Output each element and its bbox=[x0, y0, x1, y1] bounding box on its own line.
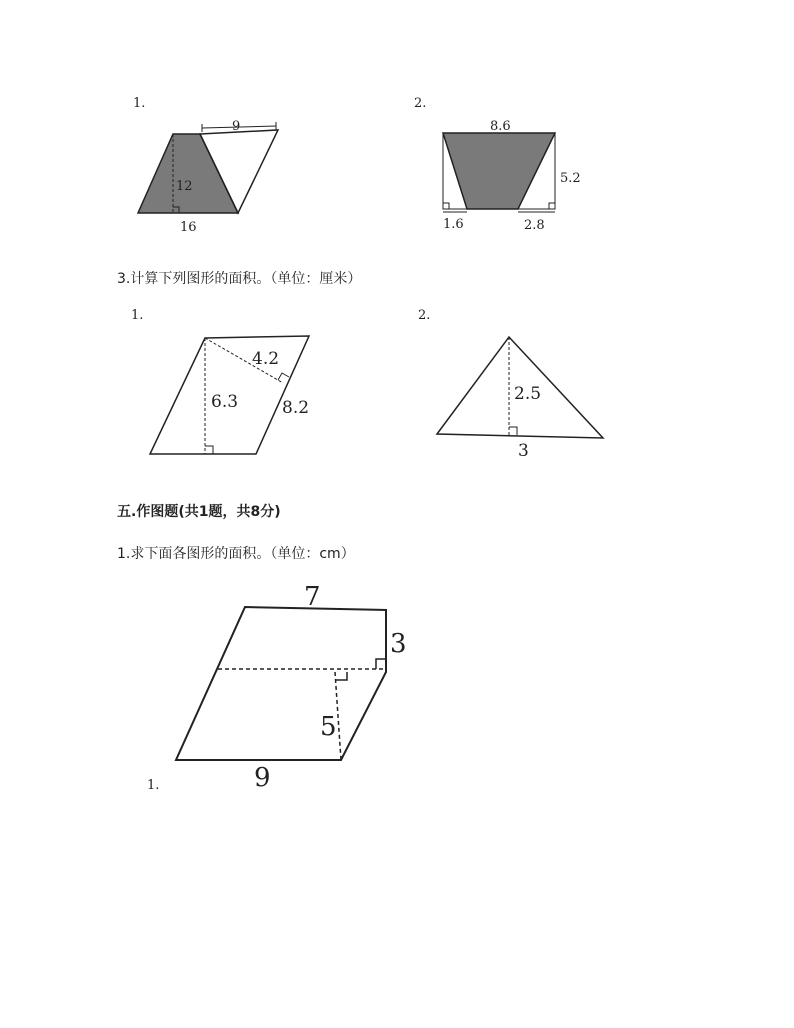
label-fig1-base: 16 bbox=[180, 220, 197, 235]
label-s5-top: 7 bbox=[304, 582, 321, 612]
label-fig2-right: 2.8 bbox=[524, 218, 545, 233]
label-fig1-top: 9 bbox=[232, 119, 241, 134]
figure-parallelogram-shaded bbox=[138, 119, 278, 235]
label-fig1-height: 12 bbox=[176, 179, 193, 194]
section5-question: 1.求下面各图形的面积。（单位：cm） bbox=[117, 546, 355, 562]
fig-index-1: 1. bbox=[133, 96, 146, 111]
label-s3f1-perp: 4.2 bbox=[252, 349, 280, 369]
label-s5-inner-height: 5 bbox=[320, 712, 337, 742]
section5-title: 五.作图题(共1题，共8分) bbox=[117, 504, 281, 520]
label-s3f1-height: 6.3 bbox=[211, 392, 239, 412]
s3-fig-index-1: 1. bbox=[131, 308, 144, 323]
fig-index-2: 2. bbox=[414, 96, 427, 111]
label-fig2-left: 1.6 bbox=[443, 217, 464, 232]
figure-rectangle-trapezoid bbox=[443, 119, 581, 233]
figure-parallelogram-heights bbox=[150, 336, 309, 454]
label-s5-right: 3 bbox=[390, 629, 407, 659]
label-fig2-height: 5.2 bbox=[560, 171, 581, 186]
figure-composite bbox=[176, 582, 407, 793]
figure-triangle bbox=[437, 337, 603, 461]
s5-fig-index: 1. bbox=[147, 778, 160, 793]
label-s3f1-side: 8.2 bbox=[282, 398, 310, 418]
s3-fig-index-2: 2. bbox=[418, 308, 431, 323]
label-s5-base: 9 bbox=[254, 763, 271, 793]
label-s3f2-base: 3 bbox=[518, 441, 529, 461]
label-s3f2-height: 2.5 bbox=[514, 384, 542, 404]
label-fig2-top: 8.6 bbox=[490, 119, 511, 134]
section3-heading: 3.计算下列图形的面积。（单位：厘米） bbox=[117, 271, 362, 287]
